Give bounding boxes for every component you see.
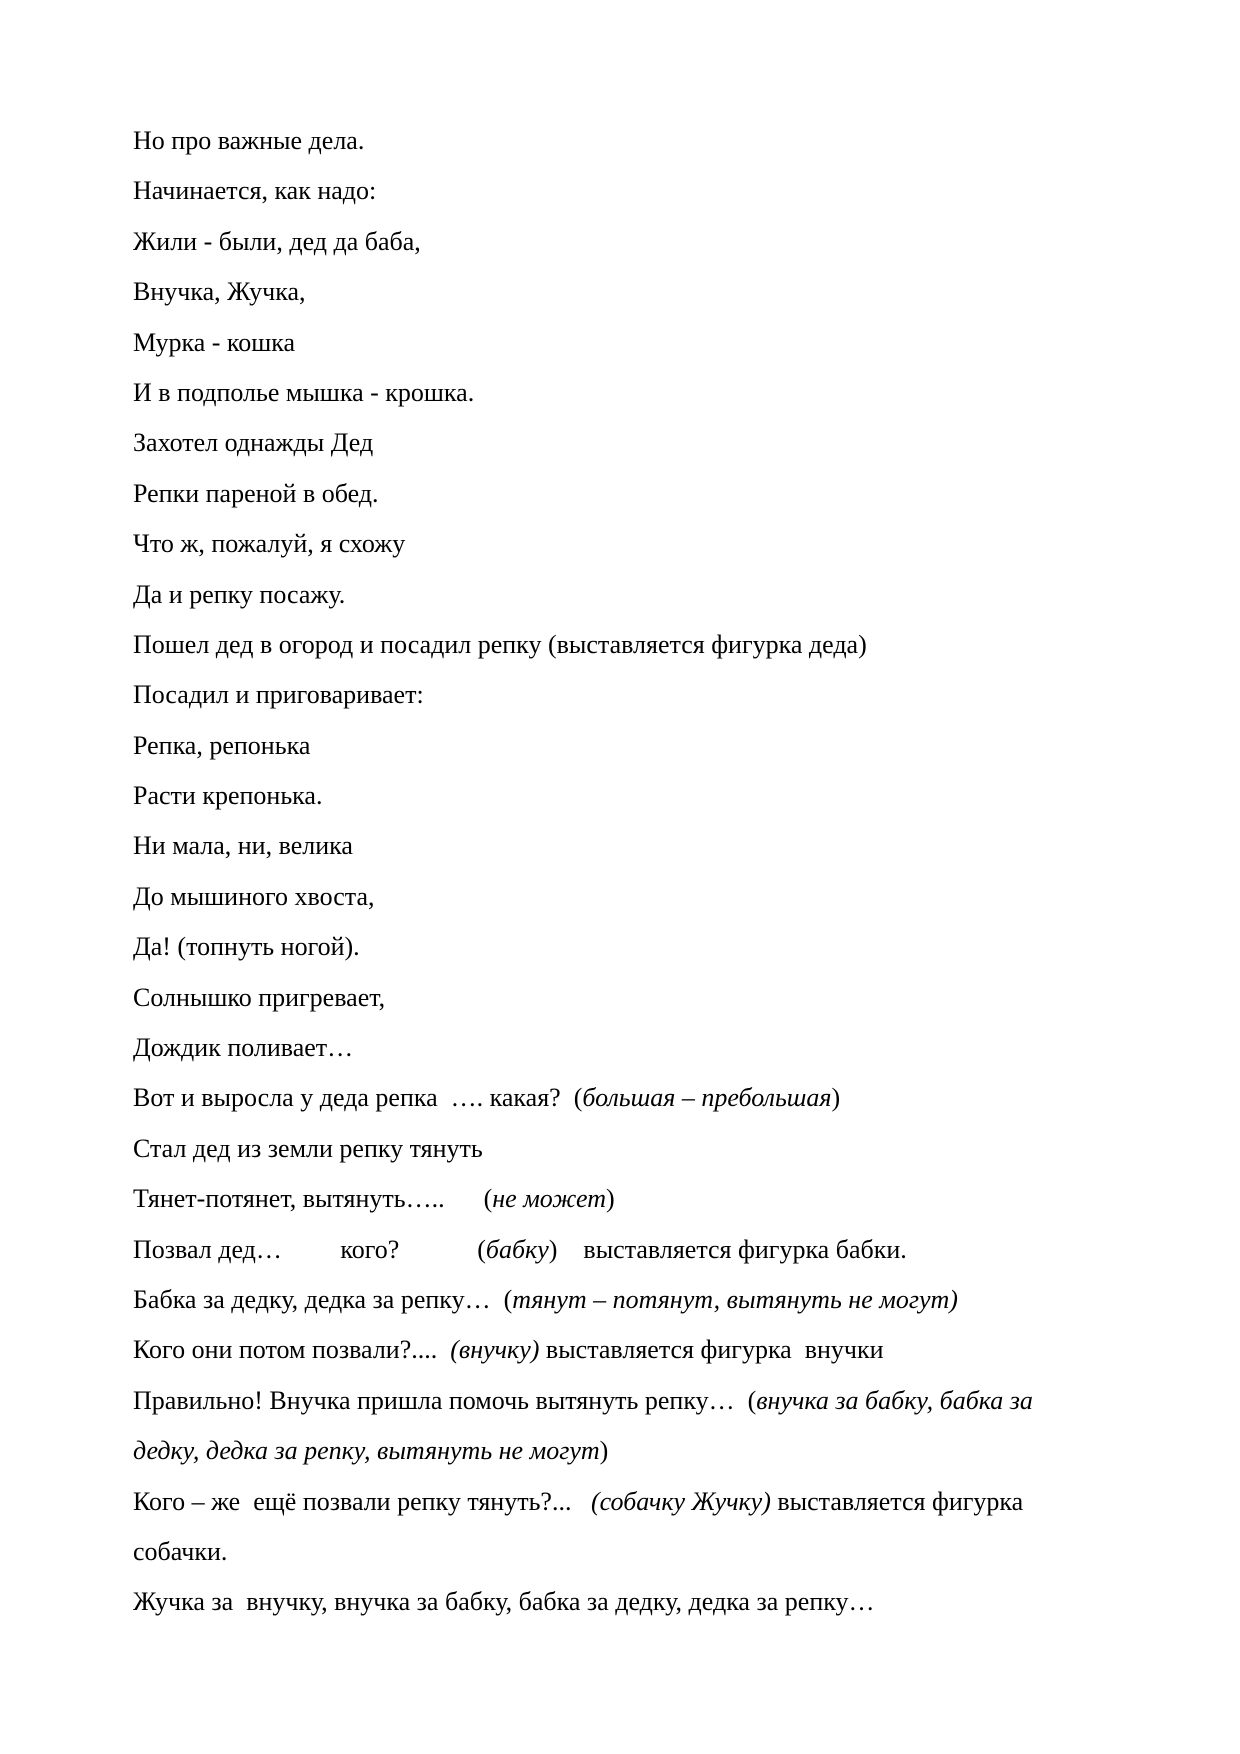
- text-segment: Расти крепонька.: [133, 781, 323, 811]
- text-segment: ): [605, 1184, 615, 1214]
- text-segment: ): [599, 1436, 609, 1466]
- text-segment: Правильно! Внучка пришла помочь вытянуть репку… (: [133, 1385, 757, 1415]
- text-line: [133, 418, 1163, 468]
- text-line: [133, 620, 1163, 670]
- text-segment: Жили - были, дед да баба,: [133, 226, 421, 256]
- italic-segment: внучка за бабку, бабка за: [756, 1385, 1033, 1415]
- text-line: [133, 519, 1163, 569]
- text-line: [133, 1073, 1163, 1123]
- text-segment: Дождик поливает…: [133, 1033, 354, 1063]
- text-line: [133, 1023, 1163, 1073]
- text-line: [133, 922, 1163, 972]
- text-line: [133, 1426, 1163, 1476]
- text-line: [133, 469, 1163, 519]
- text-line: [133, 1174, 1163, 1224]
- text-segment: Кого они потом позвали?....: [133, 1335, 451, 1365]
- text-line: [133, 1376, 1163, 1426]
- italic-segment: не может: [492, 1184, 606, 1214]
- italic-segment: (собачку Жучку): [590, 1486, 771, 1516]
- text-segment: Солнышко пригревает,: [133, 982, 386, 1012]
- text-segment: Репка, репонька: [133, 730, 311, 760]
- text-line: [133, 1477, 1163, 1527]
- text-line: [133, 721, 1163, 771]
- text-line: [133, 1275, 1163, 1325]
- text-line: [133, 217, 1163, 267]
- text-segment: Тянет-потянет, вытянуть….. (: [133, 1184, 493, 1214]
- text-segment: До мышиного хвоста,: [133, 881, 375, 911]
- text-segment: ): [831, 1083, 841, 1113]
- text-line: [133, 570, 1163, 620]
- text-line: [133, 771, 1163, 821]
- text-line: [133, 670, 1163, 720]
- text-line: [133, 872, 1163, 922]
- text-line: [133, 368, 1163, 418]
- text-segment: Вот и выросла у деда репка …. какая? (: [133, 1083, 583, 1113]
- text-segment: Начинается, как надо:: [133, 176, 377, 206]
- text-line: [133, 973, 1163, 1023]
- text-line: [133, 1225, 1163, 1275]
- text-line: [133, 267, 1163, 317]
- italic-segment: тянут – потянут, вытянуть не могут): [512, 1284, 958, 1314]
- text-segment: Кого – же ещё позвали репку тянуть?...: [133, 1486, 591, 1516]
- italic-segment: бабку: [485, 1234, 549, 1264]
- text-segment: собачки.: [133, 1536, 228, 1566]
- text-segment: выставляется фигурка внучки: [539, 1335, 884, 1365]
- italic-segment: дедку, дедка за репку, вытянуть не могут: [133, 1436, 600, 1466]
- text-line: [133, 821, 1163, 871]
- text-line: [133, 166, 1163, 216]
- text-segment: Жучка за внучку, внучка за бабку, бабка за дедку, дедка за репку…: [133, 1587, 875, 1617]
- text-line: [133, 1527, 1163, 1577]
- text-segment: И в подполье мышка - крошка.: [133, 377, 475, 407]
- text-line: [133, 1124, 1163, 1174]
- italic-segment: (внучку): [450, 1335, 540, 1365]
- text-segment: Внучка, Жучка,: [133, 277, 306, 307]
- text-segment: ) выставляется фигурка бабки.: [548, 1234, 907, 1264]
- text-segment: Да! (топнуть ногой).: [133, 932, 360, 962]
- text-segment: Мурка - кошка: [133, 327, 296, 357]
- italic-segment: большая – пребольшая: [582, 1083, 832, 1113]
- text-line: [133, 318, 1163, 368]
- text-line: [133, 1577, 1163, 1627]
- text-segment: Посадил и приговаривает:: [133, 680, 424, 710]
- text-segment: Захотел однажды Дед: [133, 428, 374, 458]
- text-segment: Стал дед из земли репку тянуть: [133, 1133, 483, 1163]
- text-segment: Что ж, пожалуй, я схожу: [133, 529, 406, 559]
- text-segment: Позвал дед… кого? (: [133, 1234, 486, 1264]
- text-segment: Репки пареной в обед.: [133, 478, 379, 508]
- text-line: [133, 1325, 1163, 1375]
- text-segment: Бабка за дедку, дедка за репку… (: [133, 1284, 513, 1314]
- text-segment: Пошел дед в огород и посадил репку (выставляется фигурка деда): [133, 629, 867, 659]
- text-segment: Да и репку посажу.: [133, 579, 346, 609]
- text-segment: Но про важные дела.: [133, 126, 365, 155]
- text-line: [133, 116, 1163, 166]
- document-text: [133, 116, 1163, 1628]
- text-segment: Ни мала, ни, велика: [133, 831, 353, 861]
- text-segment: выставляется фигурка: [770, 1486, 1024, 1516]
